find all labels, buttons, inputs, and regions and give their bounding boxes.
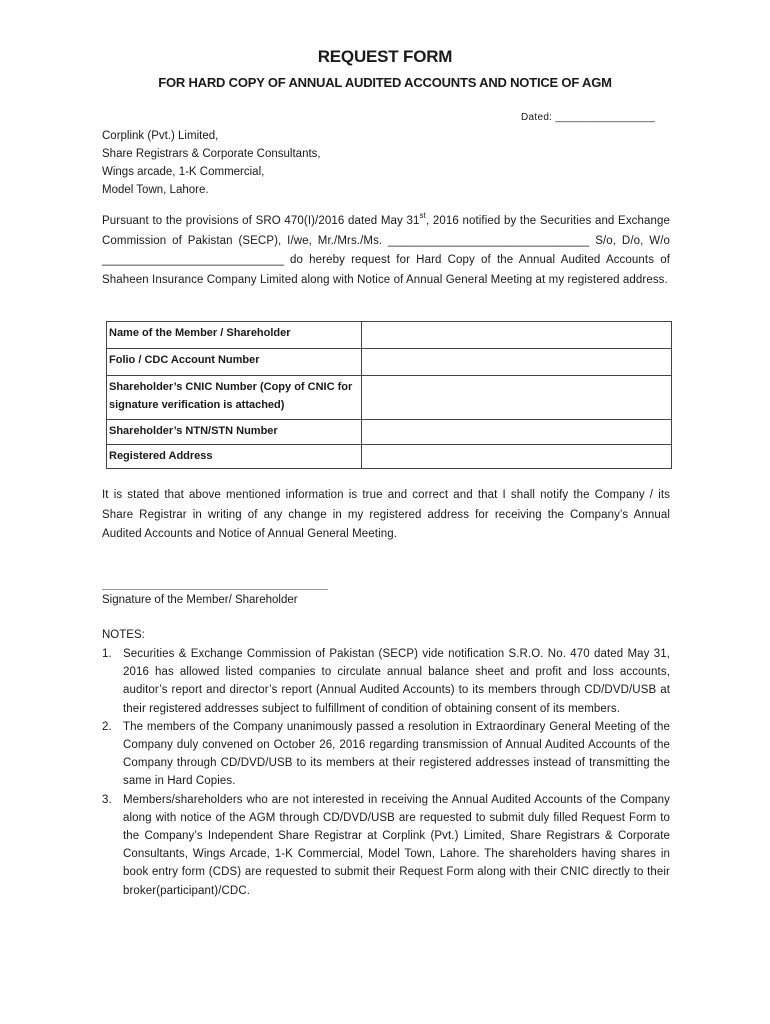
signature-line[interactable] bbox=[102, 589, 328, 590]
folio-number-label: Folio / CDC Account Number bbox=[107, 349, 362, 376]
address-line: Wings arcade, 1-K Commercial, bbox=[102, 166, 265, 178]
request-text-start: Pursuant to the provisions of SRO 470(I)/2016 dated May 31 bbox=[102, 215, 420, 227]
note-text: The members of the Company unanimously passed a resolution in Extraordinary General Meeting of the Company duly convened on October 26, 2016 regarding transmission of Annual Audited Accounts of the Company through CD/DVD/USB to its members at their registered addresses instead of transmitting the same in Hard Copies. bbox=[123, 720, 670, 788]
table-row bbox=[107, 322, 672, 349]
table-row bbox=[107, 376, 672, 420]
table-row bbox=[107, 420, 672, 445]
form-subtitle: FOR HARD COPY OF ANNUAL AUDITED ACCOUNTS AND NOTICE OF AGM bbox=[158, 75, 612, 90]
ntn-number-label: Shareholder’s NTN/STN Number bbox=[107, 420, 362, 445]
registrar-address bbox=[102, 127, 321, 199]
folio-number-input[interactable] bbox=[362, 349, 672, 376]
member-name-input[interactable] bbox=[362, 322, 672, 349]
signature-label: Signature of the Member/ Shareholder bbox=[102, 594, 298, 606]
registered-address-label: Registered Address bbox=[107, 445, 362, 469]
form-title: REQUEST FORM bbox=[317, 47, 453, 66]
address-line: Corplink (Pvt.) Limited, bbox=[102, 130, 219, 142]
table-row bbox=[107, 349, 672, 376]
date-suffix: st bbox=[419, 211, 426, 220]
address-line: Model Town, Lahore. bbox=[102, 184, 209, 196]
list-item bbox=[102, 718, 670, 791]
notes-heading: NOTES: bbox=[102, 629, 145, 641]
registered-address-input[interactable] bbox=[362, 445, 672, 469]
notes-list bbox=[102, 645, 670, 900]
cnic-number-input[interactable] bbox=[362, 376, 672, 420]
dated-field[interactable]: Dated: _________________ bbox=[521, 112, 655, 123]
note-number: 3. bbox=[102, 793, 112, 806]
note-number: 1. bbox=[102, 648, 112, 660]
request-text-rest: , 2016 notified by the Securities and Exchange Commission of Pakistan (SECP), I/we, Mr./Mrs./Ms. _______________________________ S/o, D/o, W/o ____________________________ do hereby request for Hard Copy of the Annual Audited Accounts of Shaheen Insurance Company Limited along with Notice of Annual General Meeting at my registered address. bbox=[102, 215, 671, 286]
note-text: Securities & Exchange Commission of Pakistan (SECP) vide notification S.R.O. No. 470 dated May 31, 2016 has allowed listed companies to circulate annual balance sheet and profit and loss accounts, auditor’s report and director’s report (Annual Audited Accounts) to its members through CD/DVD/USB at their registered addresses subject to fulfillment of condition of obtaining consent of its members. bbox=[123, 648, 670, 715]
declaration-paragraph: It is stated that above mentioned information is true and correct and that I shall notify the Company / its Share Registrar in writing of any change in my registered address for receiving the Company’s Annual Audited Accounts and Notice of Annual General Meeting. bbox=[102, 489, 670, 540]
member-name-label: Name of the Member / Shareholder bbox=[107, 322, 362, 349]
member-details-table bbox=[106, 321, 672, 469]
address-line: Share Registrars & Corporate Consultants, bbox=[102, 148, 321, 160]
request-paragraph bbox=[102, 212, 670, 290]
ntn-number-input[interactable] bbox=[362, 420, 672, 445]
cnic-number-label: Shareholder’s CNIC Number (Copy of CNIC for signature verification is attached) bbox=[107, 376, 362, 420]
list-item bbox=[102, 645, 670, 718]
table-row bbox=[107, 445, 672, 469]
note-number: 2. bbox=[102, 720, 112, 733]
note-text: Members/shareholders who are not interested in receiving the Annual Audited Accounts of the Company along with notice of the AGM through CD/DVD/USB are requested to submit duly filled Request Form to the Company’s Independent Share Registrar at Corplink (Pvt.) Limited, Share Registrars & Corporate Consultants, Wings Arcade, 1-K Commercial, Model Town, Lahore. The shareholders having shares in book entry form (CDS) are requested to submit their Request Form along with their CNIC directly to their broker(participant)/CDC. bbox=[123, 793, 670, 897]
list-item bbox=[102, 791, 670, 900]
